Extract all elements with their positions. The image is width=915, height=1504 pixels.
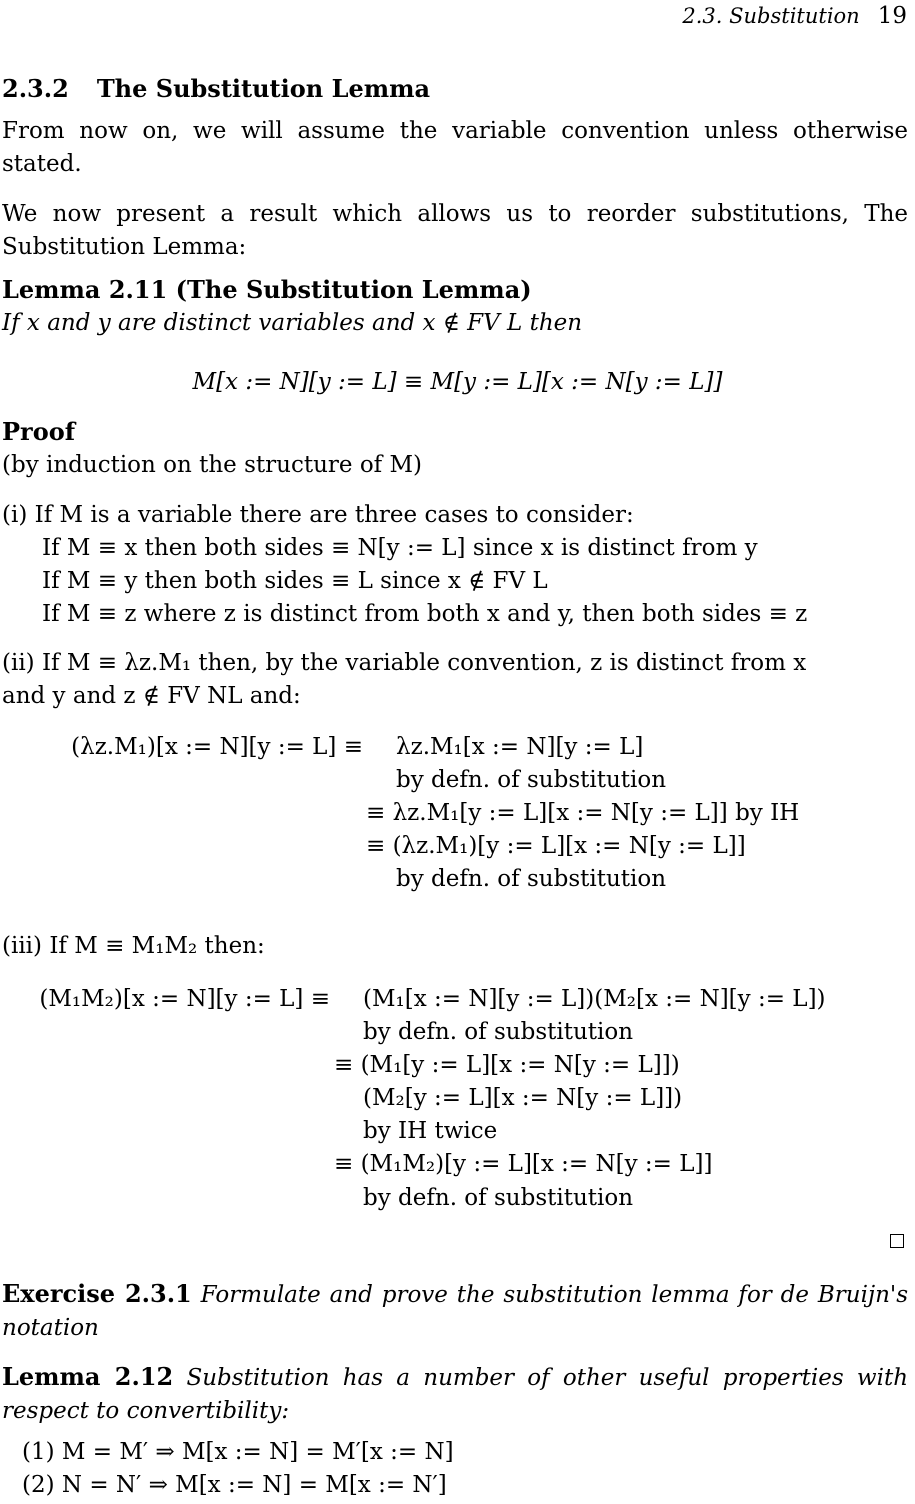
lemma-2-12-item-2: (2) N = N′ ⇒ M[x := N] = M[x := N′]	[22, 1472, 447, 1498]
case-ii-intro-line-2: and y and z ∉ FV NL and:	[2, 683, 301, 709]
case-ii-step-5: by defn. of substitution	[396, 866, 667, 892]
intro-paragraph-1: From now on, we will assume the variable convention unless otherwise stated.	[2, 118, 908, 177]
lemma-2-12	[2, 1360, 908, 1428]
case-iii-intro: (iii) If M ≡ M₁M₂ then:	[2, 933, 265, 959]
case-iii-step-6: ≡ (M₁M₂)[y := L][x := N[y := L]]	[334, 1151, 713, 1177]
proof-label: Proof	[2, 417, 76, 446]
case-iii-step-7: by defn. of substitution	[363, 1185, 634, 1211]
subsection-title: The Substitution Lemma	[96, 74, 431, 103]
case-iii-lhs: (M₁M₂)[x := N][y := L] ≡	[39, 986, 330, 1012]
exercise-label: Exercise 2.3.1	[2, 1279, 192, 1308]
lemma-2-11-equation: M[x := N][y := L] ≡ M[y := L][x := N[y := L]]	[192, 369, 723, 395]
proof-induction-note: (by induction on the structure of M)	[2, 452, 423, 478]
lemma-2-11-statement: If x and y are distinct variables and x ∉ FV L then	[2, 310, 583, 336]
case-iii-step-2: by defn. of substitution	[363, 1019, 634, 1045]
case-i-intro: (i) If M is a variable there are three cases to consider:	[2, 502, 634, 528]
running-header	[682, 0, 907, 33]
running-header-section: 2.3. Substitution	[682, 4, 860, 28]
case-ii-step-4: ≡ (λz.M₁)[y := L][x := N[y := L]]	[366, 833, 746, 859]
exercise-2-3-1	[2, 1277, 908, 1345]
case-i-line-2: If M ≡ y then both sides ≡ L since x ∉ FV L	[42, 568, 548, 594]
subsection-heading	[2, 72, 430, 105]
lemma-2-12-text: Substitution has a number of other useful properties with respect to convertibility:	[2, 1365, 909, 1424]
case-i-line-3: If M ≡ z where z is distinct from both x and y, then both sides ≡ z	[42, 601, 808, 627]
intro-paragraph-2: We now present a result which allows us to reorder substitutions, The Substitution Lemma:	[2, 201, 908, 260]
case-ii-lhs: (λz.M₁)[x := N][y := L] ≡	[71, 734, 363, 760]
lemma-2-12-item-1: (1) M = M′ ⇒ M[x := N] = M′[x := N]	[22, 1439, 454, 1465]
subsection-number: 2.3.2	[2, 74, 69, 103]
qed-square-icon	[890, 1234, 904, 1248]
case-iii-step-3: ≡ (M₁[y := L][x := N[y := L]])	[334, 1052, 680, 1078]
exercise-text: Formulate and prove the substitution lemma for de Bruijn's notation	[2, 1282, 909, 1341]
case-iii-step-1: (M₁[x := N][y := L])(M₂[x := N][y := L])	[363, 986, 826, 1012]
case-ii-intro-line-1: (ii) If M ≡ λz.M₁ then, by the variable convention, z is distinct from x	[2, 650, 807, 676]
page-number: 19	[877, 3, 907, 29]
case-iii-step-5: by IH twice	[363, 1118, 498, 1144]
case-iii-step-4: (M₂[y := L][x := N[y := L]])	[363, 1085, 683, 1111]
case-ii-step-1: λz.M₁[x := N][y := L]	[396, 734, 644, 760]
case-i-line-1: If M ≡ x then both sides ≡ N[y := L] since x is distinct from y	[42, 535, 758, 561]
lemma-2-11-label: Lemma 2.11 (The Substitution Lemma)	[2, 275, 532, 304]
case-ii-step-2: by defn. of substitution	[396, 767, 667, 793]
case-ii-step-3: ≡ λz.M₁[y := L][x := N[y := L]] by IH	[366, 800, 800, 826]
lemma-2-12-label: Lemma 2.12	[2, 1362, 174, 1391]
